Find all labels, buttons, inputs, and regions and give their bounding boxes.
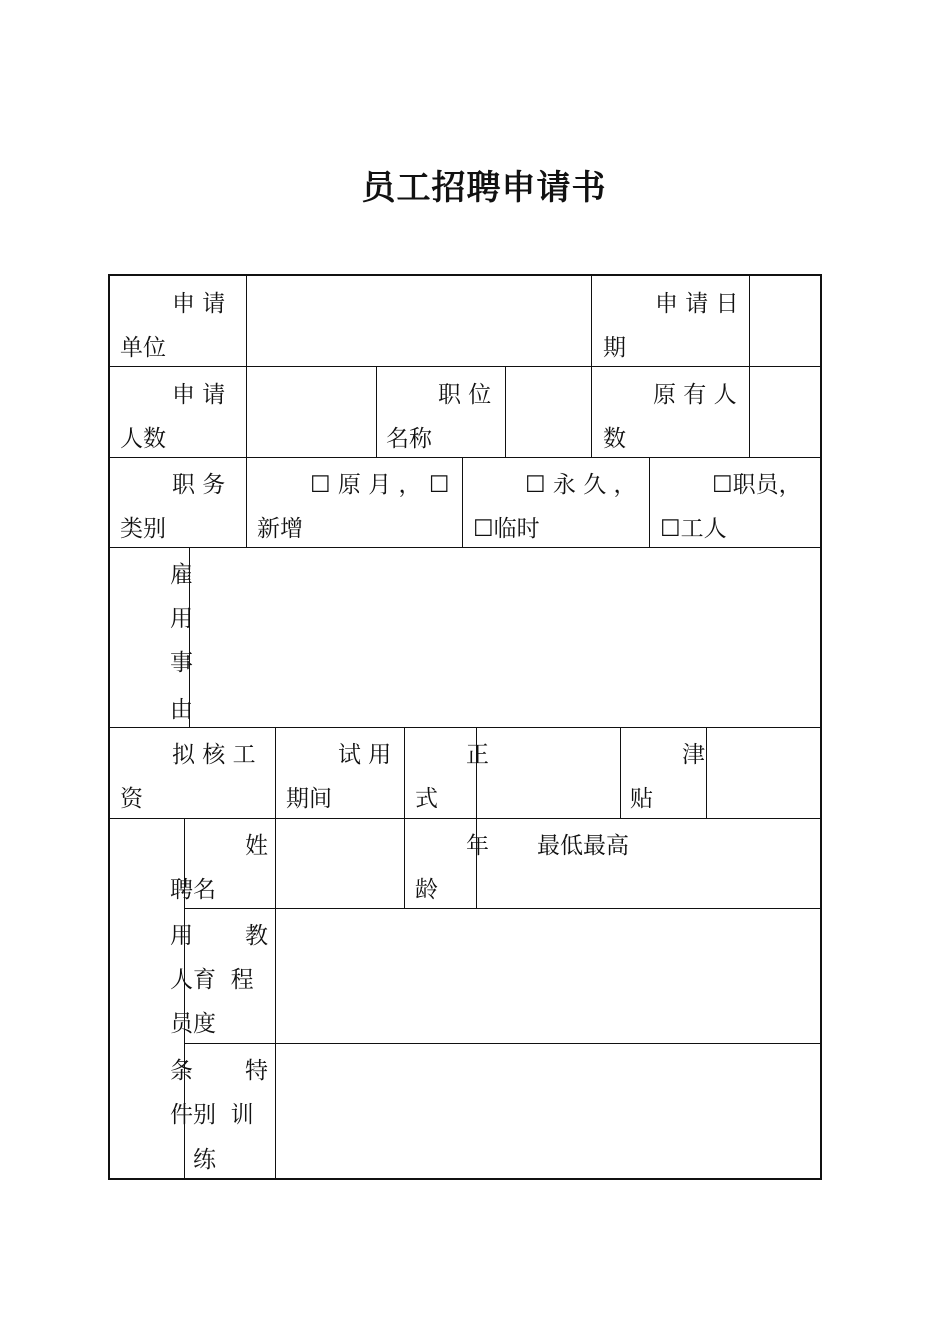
label-job-category: 职 务 xyxy=(172,472,226,498)
label-apply-date-cont: 期 xyxy=(603,335,626,361)
row-divider xyxy=(184,1043,822,1044)
label-applicant-unit-cont: 单位 xyxy=(120,335,166,361)
checkbox-temporary[interactable]: ☐临时 xyxy=(473,516,540,542)
label-hiring-reason-4: 由 xyxy=(170,697,193,723)
label-formal-cont: 式 xyxy=(415,786,438,812)
label-education-cont: 育 程 xyxy=(193,967,254,993)
label-original-count: 原 有 人 xyxy=(653,382,737,408)
label-proposed-salary-cont: 资 xyxy=(120,786,143,812)
col-divider xyxy=(376,366,377,457)
col-divider xyxy=(620,727,621,818)
label-job-category-cont: 类别 xyxy=(120,516,166,542)
label-hiring-reason-3: 事 xyxy=(170,650,193,676)
row-divider xyxy=(184,908,822,909)
label-apply-date: 申 请 日 xyxy=(655,291,739,317)
label-hiring-conditions-5: 条 xyxy=(170,1058,193,1084)
label-position-name: 职 位 xyxy=(438,382,492,408)
label-age: 年 xyxy=(466,833,489,859)
col-divider xyxy=(404,818,405,908)
label-hiring-conditions-4: 员 xyxy=(170,1011,193,1037)
checkbox-worker[interactable]: ☐工人 xyxy=(660,516,727,542)
label-name: 姓 xyxy=(245,833,268,859)
checkbox-permanent[interactable]: ☐ 永 久 ， xyxy=(525,472,637,498)
col-divider xyxy=(749,274,750,366)
label-allowance: 津 xyxy=(682,742,705,768)
age-range-text: 最低最高 xyxy=(537,833,629,859)
label-position-name-cont: 名称 xyxy=(386,426,432,452)
label-hiring-conditions-6: 件 xyxy=(170,1102,193,1128)
label-allowance-cont: 贴 xyxy=(630,786,653,812)
row-divider xyxy=(108,366,822,367)
label-special-training-cont: 别 训 xyxy=(193,1102,254,1128)
label-name-cont: 名 xyxy=(193,877,216,903)
label-probation-period-cont: 期间 xyxy=(286,786,332,812)
label-applicant-count: 申 请 xyxy=(172,382,226,408)
label-education-end: 度 xyxy=(193,1011,216,1037)
col-divider xyxy=(749,366,750,457)
col-divider xyxy=(275,727,276,818)
label-hiring-reason-1: 雇 xyxy=(170,562,193,588)
col-divider xyxy=(404,727,405,818)
label-special-training-end: 练 xyxy=(193,1147,216,1173)
col-divider xyxy=(706,727,707,818)
col-divider xyxy=(591,366,592,457)
col-divider xyxy=(462,457,463,547)
label-original-count-cont: 数 xyxy=(603,426,626,452)
label-education: 教 xyxy=(245,923,268,949)
checkbox-staff[interactable]: ☐职员， xyxy=(712,472,802,498)
label-hiring-conditions-2: 用 xyxy=(170,923,193,949)
label-formal: 正 xyxy=(466,742,489,768)
label-special-training: 特 xyxy=(245,1058,268,1084)
checkbox-new-addition[interactable]: 新增 xyxy=(257,516,303,542)
col-divider xyxy=(246,274,247,366)
document-title: 员工招聘申请书 xyxy=(361,168,607,208)
label-hiring-conditions-1: 聘 xyxy=(170,877,193,903)
label-hiring-reason-2: 用 xyxy=(170,606,193,632)
col-divider xyxy=(246,457,247,547)
row-divider xyxy=(108,457,822,458)
col-divider xyxy=(505,366,506,457)
checkbox-original-quota[interactable]: ☐ 原 月 ， ☐ xyxy=(310,472,450,498)
label-hiring-conditions-3: 人 xyxy=(170,967,193,993)
col-divider xyxy=(591,274,592,366)
row-divider xyxy=(108,818,822,819)
col-divider xyxy=(246,366,247,457)
col-divider xyxy=(649,457,650,547)
label-probation-period: 试 用 xyxy=(338,742,392,768)
label-age-cont: 龄 xyxy=(415,877,438,903)
label-proposed-salary: 拟 核 工 xyxy=(172,742,256,768)
col-divider xyxy=(275,818,276,1180)
label-applicant-count-cont: 人数 xyxy=(120,426,166,452)
label-applicant-unit: 申 请 xyxy=(172,291,226,317)
row-divider xyxy=(108,727,822,728)
